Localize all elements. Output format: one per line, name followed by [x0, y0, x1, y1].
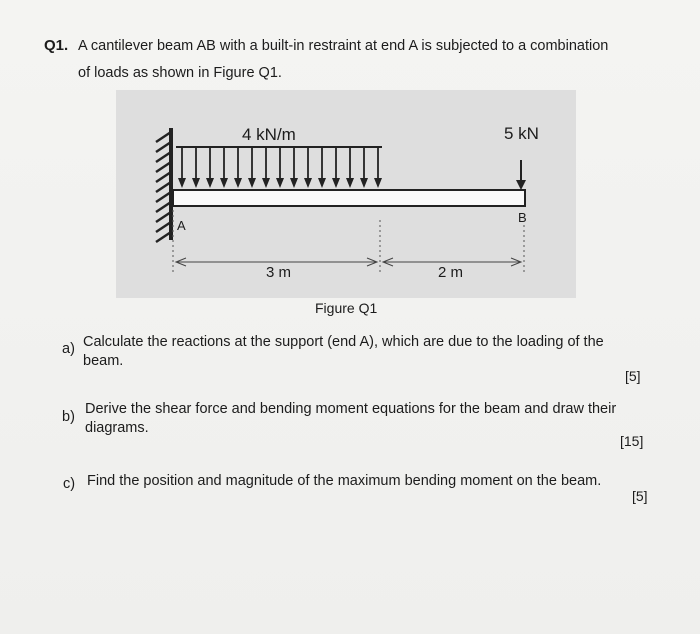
- udl-arrow-head: [220, 178, 228, 188]
- fixed-support-hatching: [156, 128, 171, 242]
- span2-label: 2 m: [438, 264, 464, 281]
- udl-arrow-head: [248, 178, 256, 188]
- point-load-arrow: [516, 160, 526, 190]
- udl-arrow-head: [318, 178, 326, 188]
- udl-arrow-head: [206, 178, 214, 188]
- point-load-label: 5 kN: [504, 124, 539, 143]
- udl-arrow-head: [276, 178, 284, 188]
- part-a-marks: [5]: [625, 368, 641, 384]
- udl-arrow-head: [178, 178, 186, 188]
- udl-arrow-head: [304, 178, 312, 188]
- question-number: Q1.: [44, 37, 69, 54]
- figure-caption: Figure Q1: [315, 300, 378, 316]
- span1-label: 3 m: [266, 264, 292, 281]
- udl-label: 4 kN/m: [242, 125, 296, 144]
- part-b-question: [85, 400, 616, 438]
- question-intro-line-1: A cantilever beam AB with a built-in restraint at end A is subjected to a combination: [78, 38, 609, 54]
- beam-ab: [173, 190, 525, 206]
- beam-figure: [116, 90, 576, 298]
- dimension-line: [176, 258, 521, 266]
- end-b-label: B: [518, 210, 527, 225]
- part-b-marks: [15]: [620, 433, 644, 449]
- udl-arrow-head: [262, 178, 270, 188]
- udl-arrow-head: [346, 178, 354, 188]
- part-c-question: [87, 472, 601, 491]
- udl-arrow-head: [374, 178, 382, 188]
- udl-arrow-head: [234, 178, 242, 188]
- part-a-label: a): [62, 341, 75, 357]
- end-a-label: A: [177, 218, 186, 233]
- part-b-line-2: diagrams.: [85, 420, 149, 436]
- part-b-label: b): [62, 409, 75, 425]
- dimension-extension-lines: [173, 210, 524, 272]
- part-c-label: c): [63, 476, 76, 492]
- udl-arrow-head: [290, 178, 298, 188]
- udl-load: [176, 147, 382, 188]
- question-intro-line-2: of loads as shown in Figure Q1.: [78, 65, 282, 81]
- part-c-marks: [5]: [632, 488, 648, 504]
- part-c-line-1: Find the position and magnitude of the maximum bending moment on the beam.: [87, 473, 602, 489]
- part-a-line-2: beam.: [83, 353, 124, 369]
- part-a-question: [83, 333, 604, 371]
- part-a-line-1: Calculate the reactions at the support (end A), which are due to the loading of the: [83, 334, 604, 350]
- udl-arrow-head: [332, 178, 340, 188]
- beam-diagram: [116, 90, 576, 298]
- udl-arrow-head: [192, 178, 200, 188]
- part-b-line-1: Derive the shear force and bending moment equations for the beam and draw their: [85, 401, 617, 417]
- udl-arrow-head: [360, 178, 368, 188]
